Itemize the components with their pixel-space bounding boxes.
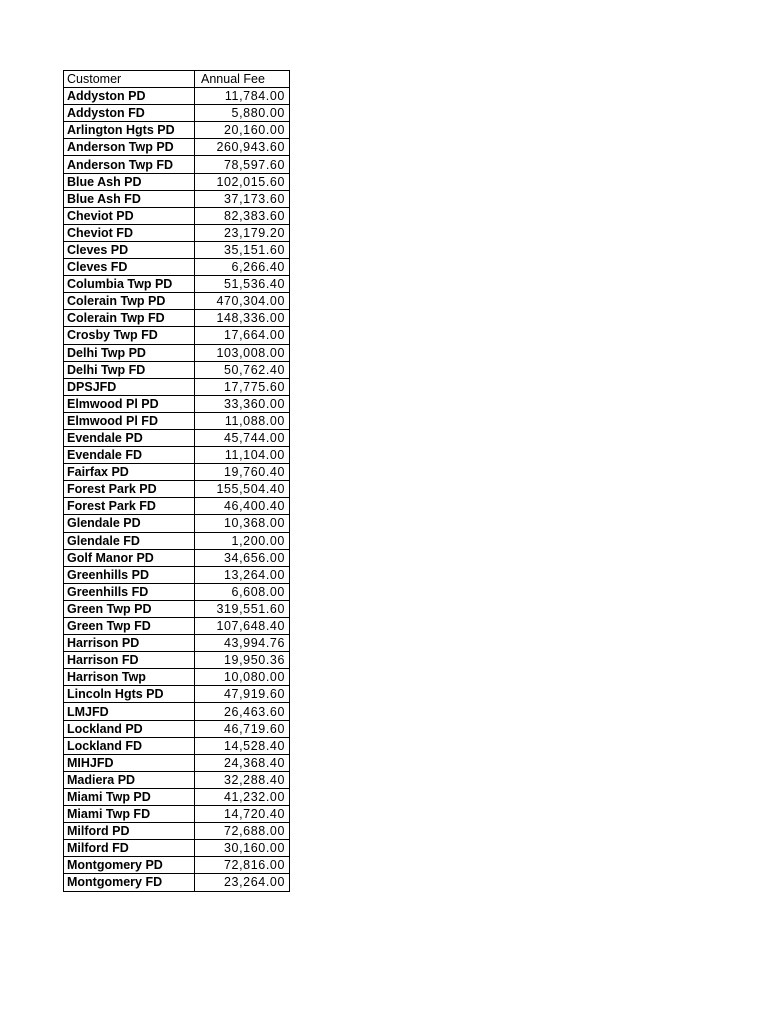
annual-fee-cell: 13,264.00 <box>195 566 290 583</box>
annual-fee-cell: 23,264.00 <box>195 874 290 891</box>
table-row <box>64 481 290 498</box>
customer-cell: Green Twp PD <box>64 600 195 617</box>
customer-cell: Harrison Twp <box>64 669 195 686</box>
table-row <box>64 686 290 703</box>
annual-fee-cell: 470,304.00 <box>195 293 290 310</box>
table-row <box>64 344 290 361</box>
annual-fee-cell: 6,608.00 <box>195 583 290 600</box>
annual-fee-cell: 23,179.20 <box>195 224 290 241</box>
annual-fee-cell: 10,080.00 <box>195 669 290 686</box>
customer-cell: Milford PD <box>64 823 195 840</box>
customer-cell: Blue Ash FD <box>64 190 195 207</box>
table-row <box>64 583 290 600</box>
table-row <box>64 823 290 840</box>
annual-fee-cell: 35,151.60 <box>195 241 290 258</box>
table-row <box>64 857 290 874</box>
table-row <box>64 173 290 190</box>
table-row <box>64 156 290 173</box>
annual-fee-cell: 5,880.00 <box>195 105 290 122</box>
spreadsheet-region <box>63 70 289 892</box>
table-row <box>64 361 290 378</box>
customer-cell: Anderson Twp FD <box>64 156 195 173</box>
customer-cell: Greenhills FD <box>64 583 195 600</box>
annual-fee-cell: 72,688.00 <box>195 823 290 840</box>
customer-cell: Cheviot PD <box>64 207 195 224</box>
table-row <box>64 549 290 566</box>
customer-cell: Milford FD <box>64 840 195 857</box>
annual-fee-cell: 6,266.40 <box>195 259 290 276</box>
annual-fee-cell: 37,173.60 <box>195 190 290 207</box>
annual-fee-cell: 103,008.00 <box>195 344 290 361</box>
annual-fee-cell: 19,760.40 <box>195 464 290 481</box>
table-row <box>64 139 290 156</box>
annual-fee-cell: 46,719.60 <box>195 720 290 737</box>
customer-cell: Crosby Twp FD <box>64 327 195 344</box>
table-row <box>64 515 290 532</box>
customer-cell: Arlington Hgts PD <box>64 122 195 139</box>
table-row <box>64 412 290 429</box>
customer-cell: Harrison FD <box>64 652 195 669</box>
annual-fee-cell: 260,943.60 <box>195 139 290 156</box>
annual-fee-table <box>63 70 290 892</box>
customer-cell: Lockland FD <box>64 737 195 754</box>
customer-cell: Montgomery PD <box>64 857 195 874</box>
customer-cell: Addyston PD <box>64 88 195 105</box>
customer-cell: Green Twp FD <box>64 618 195 635</box>
annual-fee-cell: 14,720.40 <box>195 806 290 823</box>
customer-cell: Colerain Twp PD <box>64 293 195 310</box>
customer-cell: LMJFD <box>64 703 195 720</box>
customer-cell: Cheviot FD <box>64 224 195 241</box>
annual-fee-cell: 11,104.00 <box>195 447 290 464</box>
table-row <box>64 754 290 771</box>
customer-cell: Elmwood Pl FD <box>64 412 195 429</box>
customer-cell: Cleves FD <box>64 259 195 276</box>
table-row <box>64 720 290 737</box>
annual-fee-cell: 30,160.00 <box>195 840 290 857</box>
table-row <box>64 190 290 207</box>
column-header-annual-fee: Annual Fee <box>195 71 290 88</box>
annual-fee-cell: 102,015.60 <box>195 173 290 190</box>
table-row <box>64 447 290 464</box>
customer-cell: Lincoln Hgts PD <box>64 686 195 703</box>
table-row <box>64 635 290 652</box>
customer-cell: Cleves PD <box>64 241 195 258</box>
annual-fee-cell: 43,994.76 <box>195 635 290 652</box>
customer-cell: Montgomery FD <box>64 874 195 891</box>
annual-fee-cell: 24,368.40 <box>195 754 290 771</box>
table-row <box>64 122 290 139</box>
customer-cell: Harrison PD <box>64 635 195 652</box>
table-row <box>64 276 290 293</box>
annual-fee-cell: 41,232.00 <box>195 788 290 805</box>
table-row <box>64 464 290 481</box>
annual-fee-cell: 11,784.00 <box>195 88 290 105</box>
table-row <box>64 88 290 105</box>
table-row <box>64 378 290 395</box>
table-row <box>64 703 290 720</box>
customer-cell: Miami Twp FD <box>64 806 195 823</box>
customer-cell: Golf Manor PD <box>64 549 195 566</box>
annual-fee-cell: 32,288.40 <box>195 771 290 788</box>
table-row <box>64 429 290 446</box>
customer-cell: Fairfax PD <box>64 464 195 481</box>
customer-cell: Delhi Twp PD <box>64 344 195 361</box>
table-row <box>64 874 290 891</box>
header-row <box>64 71 290 88</box>
customer-cell: Colerain Twp FD <box>64 310 195 327</box>
table-row <box>64 771 290 788</box>
annual-fee-cell: 17,775.60 <box>195 378 290 395</box>
table-row <box>64 105 290 122</box>
customer-cell: Anderson Twp PD <box>64 139 195 156</box>
annual-fee-cell: 78,597.60 <box>195 156 290 173</box>
annual-fee-cell: 47,919.60 <box>195 686 290 703</box>
customer-cell: Evendale FD <box>64 447 195 464</box>
table-row <box>64 395 290 412</box>
customer-cell: Greenhills PD <box>64 566 195 583</box>
customer-cell: Glendale PD <box>64 515 195 532</box>
customer-cell: Forest Park FD <box>64 498 195 515</box>
customer-cell: Elmwood Pl PD <box>64 395 195 412</box>
customer-cell: Blue Ash PD <box>64 173 195 190</box>
annual-fee-cell: 148,336.00 <box>195 310 290 327</box>
table-row <box>64 788 290 805</box>
annual-fee-cell: 319,551.60 <box>195 600 290 617</box>
table-row <box>64 207 290 224</box>
table-row <box>64 806 290 823</box>
annual-fee-cell: 1,200.00 <box>195 532 290 549</box>
customer-cell: DPSJFD <box>64 378 195 395</box>
table-row <box>64 669 290 686</box>
customer-cell: Lockland PD <box>64 720 195 737</box>
customer-cell: Madiera PD <box>64 771 195 788</box>
annual-fee-cell: 14,528.40 <box>195 737 290 754</box>
annual-fee-cell: 107,648.40 <box>195 618 290 635</box>
customer-cell: Delhi Twp FD <box>64 361 195 378</box>
annual-fee-cell: 72,816.00 <box>195 857 290 874</box>
annual-fee-cell: 34,656.00 <box>195 549 290 566</box>
annual-fee-cell: 45,744.00 <box>195 429 290 446</box>
table-body <box>64 88 290 891</box>
table-row <box>64 310 290 327</box>
table-row <box>64 498 290 515</box>
table-row <box>64 293 290 310</box>
annual-fee-cell: 50,762.40 <box>195 361 290 378</box>
annual-fee-cell: 51,536.40 <box>195 276 290 293</box>
annual-fee-cell: 19,950.36 <box>195 652 290 669</box>
annual-fee-cell: 20,160.00 <box>195 122 290 139</box>
annual-fee-cell: 11,088.00 <box>195 412 290 429</box>
customer-cell: Miami Twp PD <box>64 788 195 805</box>
table-row <box>64 618 290 635</box>
table-row <box>64 532 290 549</box>
customer-cell: Evendale PD <box>64 429 195 446</box>
table-row <box>64 652 290 669</box>
table-row <box>64 840 290 857</box>
customer-cell: Glendale FD <box>64 532 195 549</box>
table-row <box>64 566 290 583</box>
annual-fee-cell: 17,664.00 <box>195 327 290 344</box>
annual-fee-cell: 33,360.00 <box>195 395 290 412</box>
table-row <box>64 327 290 344</box>
customer-cell: MIHJFD <box>64 754 195 771</box>
table-row <box>64 737 290 754</box>
annual-fee-cell: 155,504.40 <box>195 481 290 498</box>
customer-cell: Columbia Twp PD <box>64 276 195 293</box>
annual-fee-cell: 10,368.00 <box>195 515 290 532</box>
annual-fee-cell: 26,463.60 <box>195 703 290 720</box>
table-row <box>64 224 290 241</box>
column-header-customer: Customer <box>64 71 195 88</box>
table-row <box>64 259 290 276</box>
table-row <box>64 600 290 617</box>
annual-fee-cell: 82,383.60 <box>195 207 290 224</box>
annual-fee-cell: 46,400.40 <box>195 498 290 515</box>
customer-cell: Forest Park PD <box>64 481 195 498</box>
table-row <box>64 241 290 258</box>
customer-cell: Addyston FD <box>64 105 195 122</box>
